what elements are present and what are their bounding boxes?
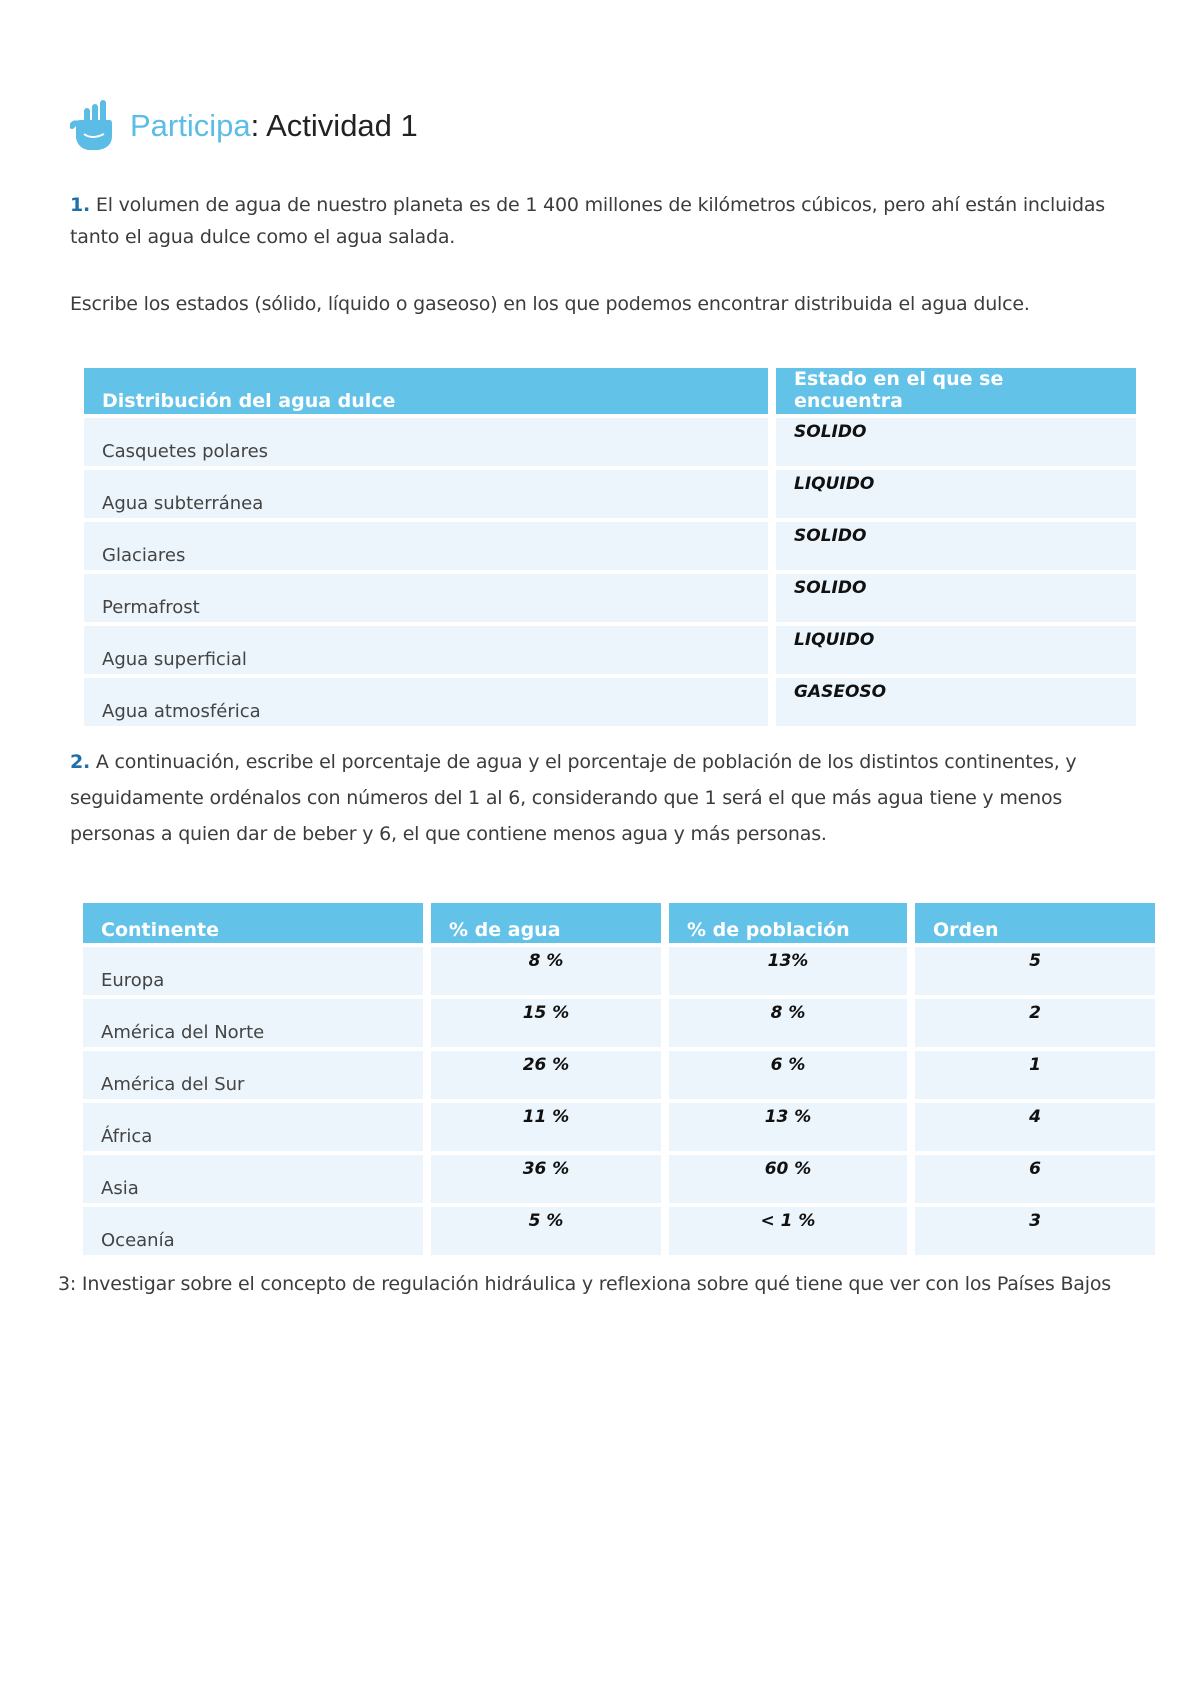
- table-header-row: [83, 903, 1155, 943]
- continent-name: Europa: [83, 947, 423, 995]
- state-answer[interactable]: SOLIDO: [776, 522, 1136, 570]
- water-percent[interactable]: 26 %: [431, 1051, 661, 1099]
- question-2: [70, 744, 1130, 852]
- water-percent[interactable]: 5 %: [431, 1207, 661, 1255]
- table-row: [83, 999, 1155, 1047]
- question-text: A continuación, escribe el porcentaje de agua y el porcentaje de población de los distintos continentes, y seguidamente ordénalos con números del 1 al 6, considerando que 1 será el que más agua tiene y menos personas a quien dar de beber y 6, el que contiene menos agua y más personas.: [70, 751, 1077, 845]
- state-answer[interactable]: LIQUIDO: [776, 470, 1136, 518]
- continent-name: África: [83, 1103, 423, 1151]
- state-answer[interactable]: SOLIDO: [776, 418, 1136, 466]
- question-3: 3: Investigar sobre el concepto de regulación hidráulica y reflexiona sobre qué tiene que ver con los Países Bajos: [58, 1273, 1111, 1295]
- order-value[interactable]: 6: [915, 1155, 1155, 1203]
- row-label: Glaciares: [84, 522, 768, 570]
- column-header: % de población: [669, 903, 907, 943]
- water-percent[interactable]: 8 %: [431, 947, 661, 995]
- population-percent[interactable]: 8 %: [669, 999, 907, 1047]
- population-percent[interactable]: 60 %: [669, 1155, 907, 1203]
- column-header: Orden: [915, 903, 1155, 943]
- water-percent[interactable]: 36 %: [431, 1155, 661, 1203]
- table-row: [84, 470, 1136, 518]
- page-title: Participa: Actividad 1: [130, 108, 418, 143]
- column-header: Estado en el que se encuentra: [776, 368, 1136, 414]
- row-label: Agua atmosférica: [84, 678, 768, 726]
- population-percent[interactable]: 13 %: [669, 1103, 907, 1151]
- water-percent[interactable]: 15 %: [431, 999, 661, 1047]
- question-1-instruction: Escribe los estados (sólido, líquido o gaseoso) en los que podemos encontrar distribuida el agua dulce.: [70, 293, 1030, 315]
- order-value[interactable]: 1: [915, 1051, 1155, 1099]
- row-label: Casquetes polares: [84, 418, 768, 466]
- state-answer[interactable]: LIQUIDO: [776, 626, 1136, 674]
- question-number: 1.: [70, 194, 91, 216]
- order-value[interactable]: 5: [915, 947, 1155, 995]
- table-row: [84, 574, 1136, 622]
- row-label: Permafrost: [84, 574, 768, 622]
- row-label: Agua superficial: [84, 626, 768, 674]
- question-number: 2.: [70, 751, 91, 773]
- table-row: [84, 626, 1136, 674]
- continents-table: [75, 899, 1163, 1259]
- order-value[interactable]: 2: [915, 999, 1155, 1047]
- table-row: [83, 1051, 1155, 1099]
- table-row: [84, 418, 1136, 466]
- water-percent[interactable]: 11 %: [431, 1103, 661, 1151]
- state-answer[interactable]: GASEOSO: [776, 678, 1136, 726]
- table-header-row: [84, 368, 1136, 414]
- population-percent[interactable]: 13%: [669, 947, 907, 995]
- column-header: % de agua: [431, 903, 661, 943]
- continent-name: América del Sur: [83, 1051, 423, 1099]
- table-row: [84, 522, 1136, 570]
- table-row: [83, 947, 1155, 995]
- population-percent[interactable]: < 1 %: [669, 1207, 907, 1255]
- continent-name: América del Norte: [83, 999, 423, 1047]
- order-value[interactable]: 4: [915, 1103, 1155, 1151]
- question-text: El volumen de agua de nuestro planeta es de 1 400 millones de kilómetros cúbicos, pero ahí están incluidas tanto el agua dulce como el agua salada.: [70, 194, 1106, 248]
- raised-hand-icon: [70, 100, 118, 152]
- question-1: [70, 189, 1130, 253]
- column-header: Distribución del agua dulce: [84, 368, 768, 414]
- table-row: [83, 1155, 1155, 1203]
- continent-name: Oceanía: [83, 1207, 423, 1255]
- table-row: [84, 678, 1136, 726]
- order-value[interactable]: 3: [915, 1207, 1155, 1255]
- column-header: Continente: [83, 903, 423, 943]
- table-row: [83, 1207, 1155, 1255]
- activity-header: [70, 96, 418, 156]
- row-label: Agua subterránea: [84, 470, 768, 518]
- fresh-water-table: [76, 364, 1144, 730]
- continent-name: Asia: [83, 1155, 423, 1203]
- table-row: [83, 1103, 1155, 1151]
- population-percent[interactable]: 6 %: [669, 1051, 907, 1099]
- state-answer[interactable]: SOLIDO: [776, 574, 1136, 622]
